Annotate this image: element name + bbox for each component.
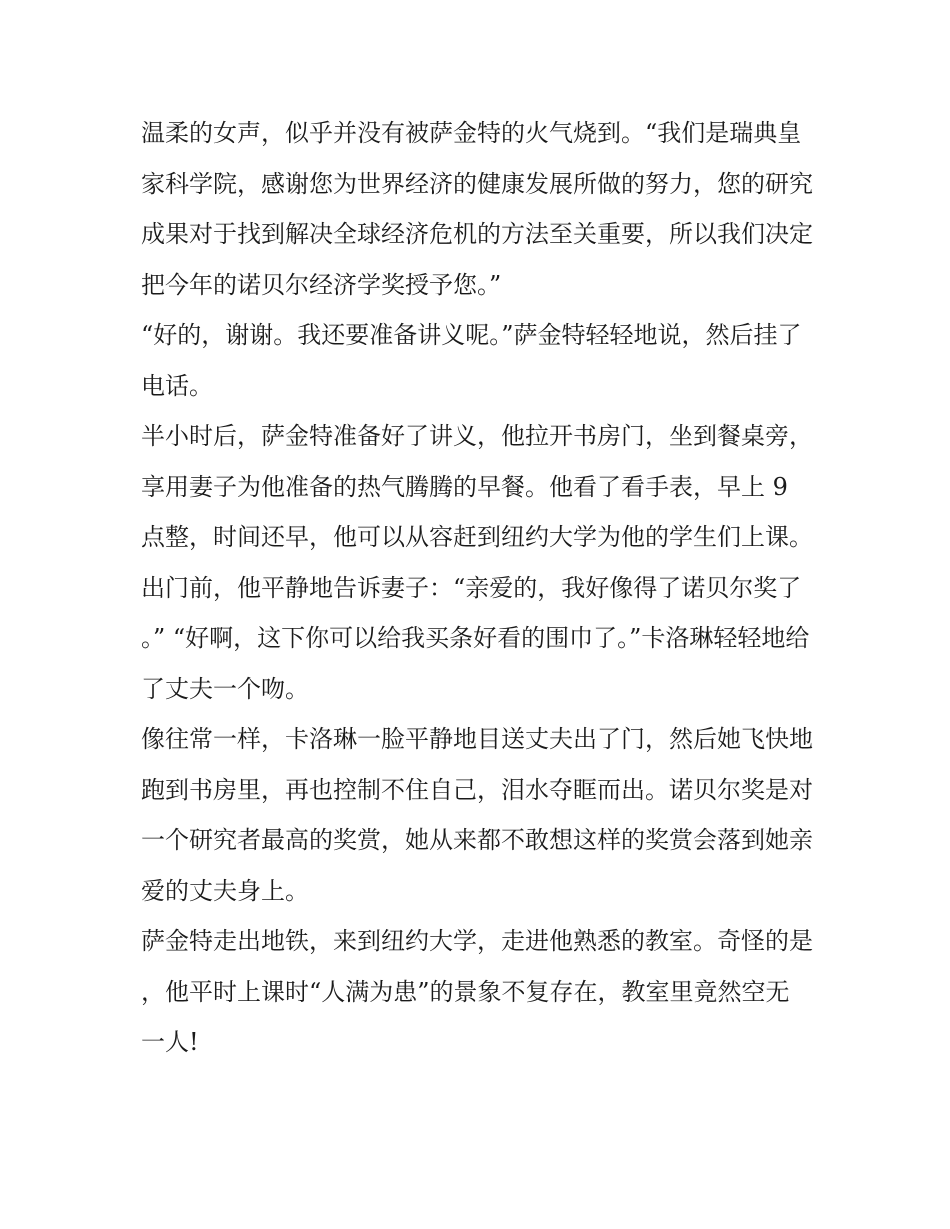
- paragraph-4: 出门前，他平静地告诉妻子：“亲爱的，我好像得了诺贝尔奖了。” “好啊，这下你可以给我买条好看的围巾了。”卡洛琳轻轻地给了丈夫一个吻。: [141, 573, 810, 703]
- paragraph-3: 半小时后，萨金特准备好了讲义，他拉开书房门，坐到餐桌旁，享用妻子为他准备的热气腾腾的早餐。他看了看手表，早上 9 点整，时间还早，他可以从容赶到纽约大学为他的学生们上课。: [141, 422, 813, 551]
- paragraph-5: 像往常一样，卡洛琳一脸平静地目送丈夫出了门，然后她飞快地跑到书房里，再也控制不住自己，泪水夺眶而出。诺贝尔奖是对一个研究者最高的奖赏，她从来都不敢想这样的奖赏会落到她亲爱的丈夫身上。: [141, 725, 813, 905]
- paragraph-1: 温柔的女声，似乎并没有被萨金特的火气烧到。“我们是瑞典皇家科学院，感谢您为世界经济的健康发展所做的努力，您的研究成果对于找到解决全球经济危机的方法至关重要，所以我们决定把今年的诺贝尔经济学奖授予您。”: [141, 119, 813, 299]
- paragraph-6: 萨金特走出地铁，来到纽约大学，走进他熟悉的教室。奇怪的是，他平时上课时“人满为患”的景象不复存在，教室里竟然空无一人!: [141, 927, 813, 1056]
- paragraph-2: “好的，谢谢。我还要准备讲义呢。”萨金特轻轻地说，然后挂了电话。: [141, 321, 802, 400]
- body-text: [141, 108, 813, 1068]
